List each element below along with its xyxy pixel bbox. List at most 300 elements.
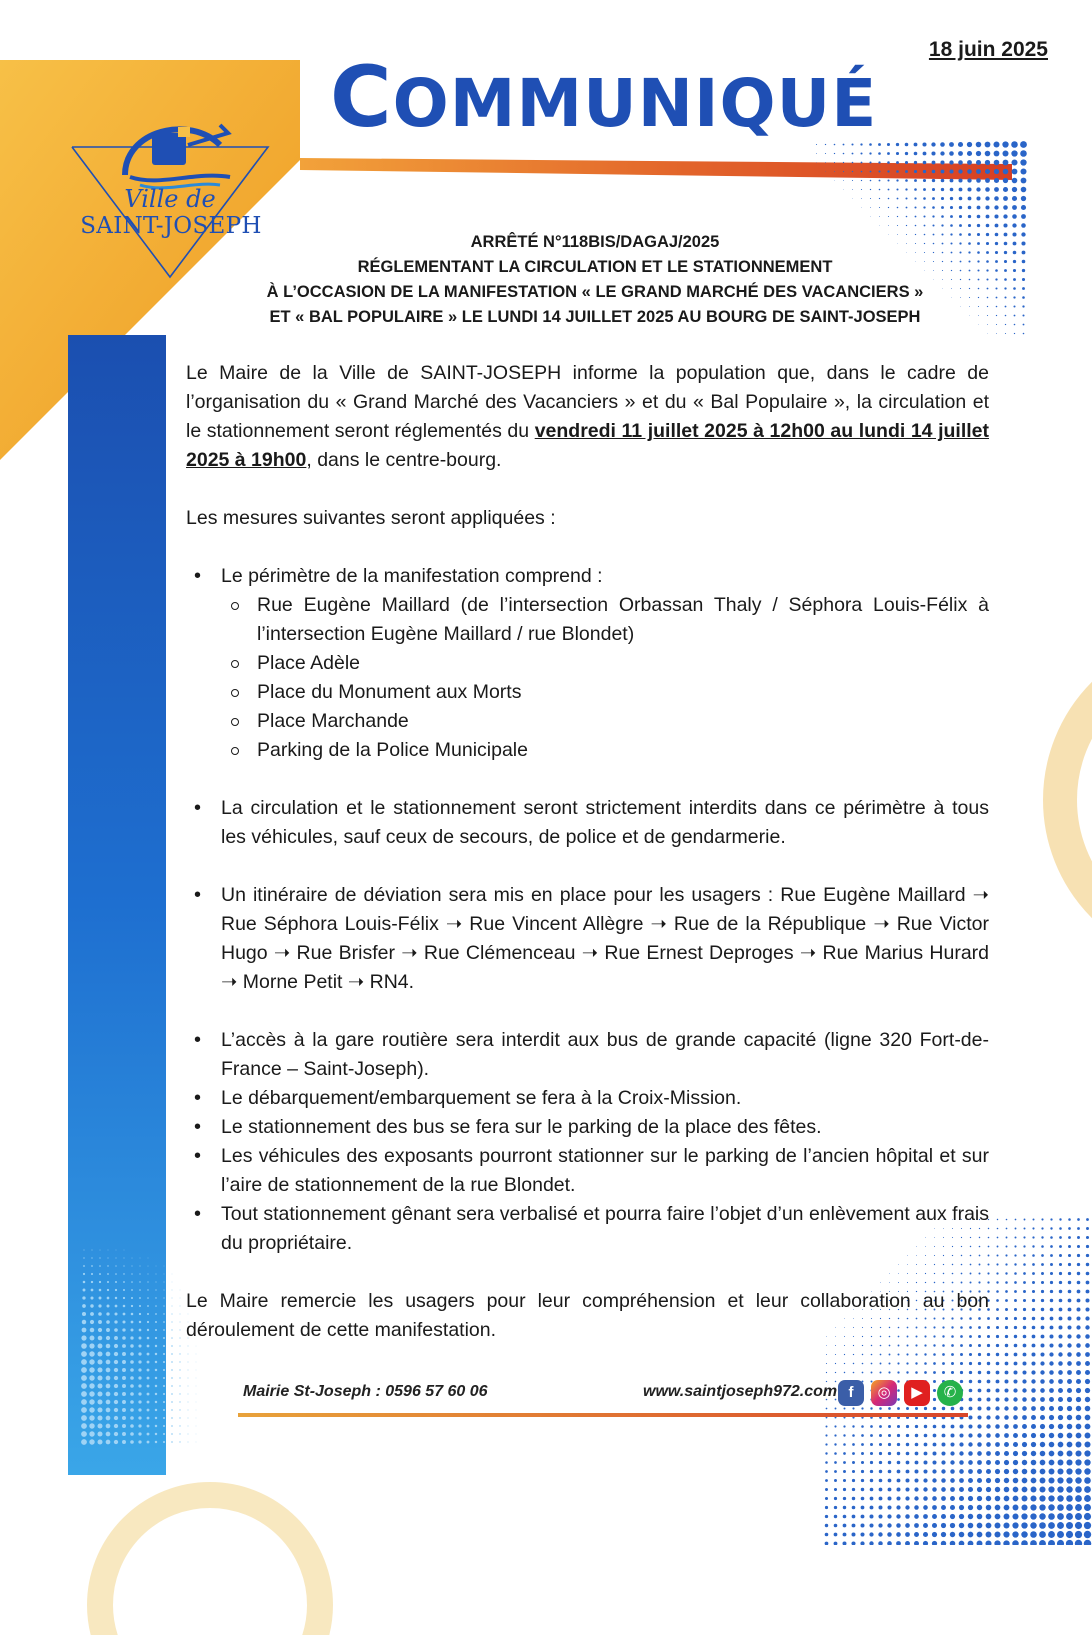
decor-dot bbox=[139, 1337, 142, 1340]
decor-dot bbox=[968, 1424, 972, 1428]
decor-dot bbox=[81, 1415, 87, 1421]
footer-divider bbox=[238, 1413, 968, 1417]
decor-dot bbox=[115, 1257, 116, 1258]
decor-dot bbox=[1084, 1441, 1090, 1447]
decor-dot bbox=[138, 1392, 141, 1395]
decor-dot bbox=[1012, 223, 1016, 227]
decor-dot bbox=[906, 225, 907, 226]
decor-dot bbox=[1040, 1442, 1045, 1447]
decor-dot bbox=[1021, 214, 1026, 219]
decor-dot bbox=[1013, 1406, 1018, 1411]
decor-dot bbox=[969, 1407, 973, 1411]
decor-dot bbox=[122, 1424, 126, 1428]
decor-dot bbox=[139, 1297, 141, 1299]
decor-dot bbox=[1021, 241, 1025, 245]
decor-dot bbox=[861, 1425, 864, 1428]
decor-dot bbox=[116, 1250, 117, 1251]
decor-dot bbox=[1023, 1254, 1025, 1256]
facebook-icon[interactable]: f bbox=[838, 1380, 864, 1406]
decor-dot bbox=[1049, 1406, 1054, 1411]
measures-list bbox=[186, 881, 989, 997]
decor-dot bbox=[825, 1506, 828, 1509]
decor-dot bbox=[138, 1408, 141, 1411]
decor-dot bbox=[996, 1389, 1000, 1393]
decor-dot bbox=[870, 1452, 873, 1455]
decor-dot bbox=[171, 1321, 172, 1322]
decor-dot bbox=[1077, 1245, 1080, 1248]
decor-dot bbox=[959, 1451, 963, 1455]
decor-dot bbox=[923, 206, 925, 208]
decor-dot bbox=[906, 216, 908, 218]
decor-dot bbox=[942, 1353, 945, 1356]
decor-dot bbox=[888, 1425, 891, 1428]
decor-dot bbox=[106, 1312, 109, 1315]
decor-dot bbox=[1085, 1379, 1090, 1384]
decor-dot bbox=[97, 1415, 102, 1420]
decor-dot bbox=[986, 1478, 991, 1483]
decor-dot bbox=[1059, 1299, 1063, 1303]
decor-dot bbox=[949, 142, 954, 147]
decor-dot bbox=[1013, 1451, 1018, 1456]
decor-dot bbox=[89, 1407, 94, 1412]
decor-dot bbox=[897, 1353, 899, 1355]
publication-date: 18 juin 2025 bbox=[928, 38, 1048, 61]
decor-dot bbox=[1012, 169, 1018, 175]
decor-dot bbox=[1049, 1388, 1054, 1393]
decor-dot bbox=[986, 1523, 992, 1529]
decor-dot bbox=[969, 1389, 973, 1393]
decor-dot bbox=[986, 215, 990, 219]
decor-dot bbox=[1005, 1371, 1009, 1375]
decor-dot bbox=[862, 1345, 863, 1346]
decor-dot bbox=[825, 1488, 828, 1491]
decor-dot bbox=[924, 1461, 928, 1465]
decor-dot bbox=[826, 1372, 827, 1373]
decor-dot bbox=[996, 1299, 999, 1302]
decor-dot bbox=[914, 1532, 919, 1537]
decor-dot bbox=[1031, 1361, 1035, 1365]
decor-dot bbox=[1023, 1299, 1026, 1302]
decor-dot bbox=[843, 1461, 846, 1464]
decor-dot bbox=[147, 1321, 149, 1323]
decor-dot bbox=[985, 1540, 991, 1545]
decor-dot bbox=[1013, 1505, 1019, 1511]
decor-dot bbox=[1084, 1468, 1090, 1474]
decor-dot bbox=[906, 1443, 909, 1446]
decor-dot bbox=[861, 1407, 863, 1409]
decor-dot bbox=[97, 1359, 102, 1364]
decor-dot bbox=[179, 1425, 180, 1426]
decor-dot bbox=[1058, 1451, 1064, 1457]
list-item: • Les véhicules des exposants pourront stationner sur le parking de l’ancien hôpital et sur l’aire de stationnement de la rue Blondet. bbox=[221, 1142, 989, 1200]
decor-dot bbox=[82, 1312, 86, 1316]
decor-dot bbox=[138, 1400, 141, 1403]
decor-dot bbox=[870, 1461, 873, 1464]
decor-dot bbox=[1068, 1317, 1072, 1321]
decor-dot bbox=[163, 1321, 165, 1323]
decor-dot bbox=[878, 143, 881, 146]
decor-dot bbox=[967, 187, 971, 191]
decor-dot bbox=[968, 1523, 974, 1529]
decor-dot bbox=[1015, 1219, 1017, 1221]
decor-dot bbox=[923, 188, 926, 191]
decor-dot bbox=[896, 179, 898, 181]
decor-dot bbox=[1022, 1442, 1027, 1447]
decor-dot bbox=[923, 1505, 928, 1510]
decor-dot bbox=[179, 1321, 180, 1322]
decor-dot bbox=[1049, 1415, 1054, 1420]
decor-dot bbox=[1058, 1379, 1063, 1384]
decor-dot bbox=[1076, 1370, 1081, 1375]
decor-dot bbox=[1022, 314, 1024, 316]
decor-dot bbox=[82, 1328, 87, 1333]
decor-dot bbox=[843, 1506, 846, 1509]
decor-dot bbox=[995, 1397, 999, 1401]
decor-dot bbox=[985, 169, 990, 174]
decor-dot bbox=[861, 189, 862, 190]
decor-dot bbox=[1022, 260, 1026, 264]
decor-dot bbox=[870, 198, 871, 199]
decor-dot bbox=[1058, 1352, 1062, 1356]
decor-dot bbox=[1040, 1361, 1044, 1365]
decor-dot bbox=[115, 1289, 117, 1291]
decor-dot bbox=[940, 160, 944, 164]
decor-dot bbox=[1014, 1263, 1016, 1265]
decor-dot bbox=[1030, 1531, 1037, 1538]
decor-dot bbox=[941, 1505, 946, 1510]
decor-dot bbox=[941, 1487, 946, 1492]
decor-dot bbox=[90, 1320, 94, 1324]
decor-dot bbox=[1041, 1245, 1044, 1248]
decor-dot bbox=[1012, 1513, 1018, 1519]
ring-decoration bbox=[1010, 640, 1092, 960]
decor-dot bbox=[1022, 1496, 1028, 1502]
decor-dot bbox=[951, 1362, 954, 1365]
decor-dot bbox=[1068, 1245, 1071, 1248]
decor-dot bbox=[1022, 1469, 1028, 1475]
decor-dot bbox=[123, 1297, 125, 1299]
decor-dot bbox=[1085, 1424, 1091, 1430]
decor-dot bbox=[1048, 1531, 1055, 1538]
decor-dot bbox=[932, 224, 934, 226]
decor-dot bbox=[888, 1497, 892, 1501]
decor-dot bbox=[1066, 1522, 1073, 1529]
decor-dot bbox=[825, 1533, 829, 1537]
decor-dot bbox=[897, 216, 898, 217]
decor-dot bbox=[100, 1250, 101, 1251]
youtube-icon[interactable]: ▶ bbox=[904, 1380, 930, 1406]
decor-dot bbox=[932, 206, 935, 209]
decor-dot bbox=[1003, 1531, 1009, 1537]
decor-dot bbox=[994, 178, 999, 183]
decor-dot bbox=[1022, 1397, 1027, 1402]
decor-dot bbox=[1086, 1218, 1089, 1221]
decor-dot bbox=[861, 1506, 865, 1510]
decor-dot bbox=[130, 1384, 134, 1388]
decor-dot bbox=[888, 1434, 891, 1437]
decor-dot bbox=[1076, 1415, 1082, 1421]
decor-dot bbox=[1077, 1227, 1080, 1230]
decor-dot bbox=[82, 1296, 85, 1299]
decor-dot bbox=[1030, 1495, 1036, 1501]
decor-dot bbox=[905, 152, 908, 155]
decor-dot bbox=[1048, 1522, 1055, 1529]
decor-dot bbox=[1041, 1317, 1045, 1321]
instagram-icon[interactable]: ◎ bbox=[871, 1380, 897, 1406]
decor-dot bbox=[977, 1487, 982, 1492]
decor-dot bbox=[897, 1461, 901, 1465]
decor-dot bbox=[122, 1336, 126, 1340]
decor-dot bbox=[914, 1505, 919, 1510]
decor-dot bbox=[1031, 1451, 1036, 1456]
decor-dot bbox=[976, 169, 981, 174]
decor-dot bbox=[155, 1377, 157, 1379]
decor-dot bbox=[1075, 1513, 1082, 1520]
decor-dot bbox=[106, 1320, 110, 1324]
decor-dot bbox=[950, 1460, 954, 1464]
decor-dot bbox=[1068, 1254, 1071, 1257]
decor-dot bbox=[879, 1488, 883, 1492]
decor-dot bbox=[994, 1540, 1000, 1545]
decor-dot bbox=[1049, 1451, 1055, 1457]
decor-dot bbox=[986, 1433, 991, 1438]
decor-dot bbox=[106, 1336, 110, 1340]
decor-dot bbox=[977, 1496, 982, 1501]
footer-website-link[interactable]: www.saintjoseph972.com bbox=[643, 1383, 838, 1400]
decor-dot bbox=[995, 1406, 999, 1410]
decor-dot bbox=[1059, 1227, 1062, 1230]
decor-dot bbox=[878, 152, 881, 155]
decor-dot bbox=[1084, 1531, 1091, 1538]
decor-dot bbox=[996, 333, 997, 334]
decor-dot bbox=[83, 1289, 86, 1292]
decor-dot bbox=[906, 1353, 908, 1355]
decor-dot bbox=[914, 143, 918, 147]
decor-dot bbox=[878, 1523, 882, 1527]
decor-dot bbox=[977, 206, 981, 210]
decor-dot bbox=[968, 215, 971, 218]
decor-dot bbox=[106, 1392, 111, 1397]
decor-dot bbox=[879, 1461, 882, 1464]
title-rest: OMMUNIQUÉ bbox=[392, 65, 878, 142]
decor-dot bbox=[89, 1375, 94, 1380]
decor-dot bbox=[995, 1433, 1000, 1438]
decor-dot bbox=[915, 225, 917, 227]
decor-dot bbox=[1023, 1308, 1026, 1311]
decor-dot bbox=[923, 215, 925, 217]
decor-dot bbox=[1041, 1290, 1044, 1293]
decor-dot bbox=[843, 1515, 847, 1519]
decor-dot bbox=[1059, 1236, 1062, 1239]
decor-dot bbox=[155, 1281, 156, 1282]
decor-dot bbox=[114, 1368, 118, 1372]
decor-dot bbox=[941, 1460, 945, 1464]
decor-dot bbox=[879, 180, 881, 182]
decor-dot bbox=[932, 1496, 937, 1501]
decor-dot bbox=[960, 1380, 963, 1383]
arrete-line: RÉGLEMENTANT LA CIRCULATION ET LE STATIONNEMENT bbox=[357, 258, 833, 276]
decor-dot bbox=[1058, 1424, 1063, 1429]
decor-dot bbox=[81, 1343, 87, 1349]
decor-dot bbox=[97, 1367, 102, 1372]
decor-dot bbox=[114, 1416, 118, 1420]
decor-dot bbox=[1023, 1290, 1026, 1293]
decor-dot bbox=[968, 1460, 973, 1465]
decor-dot bbox=[959, 1460, 964, 1465]
decor-dot bbox=[1021, 1504, 1027, 1510]
decor-dot bbox=[978, 1371, 981, 1374]
decor-dot bbox=[843, 1443, 846, 1446]
decor-dot bbox=[1032, 1308, 1035, 1311]
decor-dot bbox=[878, 1514, 882, 1518]
decor-dot bbox=[997, 1246, 999, 1248]
decor-dot bbox=[1012, 1531, 1018, 1537]
decor-dot bbox=[163, 1417, 165, 1419]
decor-dot bbox=[906, 207, 908, 209]
decor-dot bbox=[1077, 1290, 1081, 1294]
decor-dot bbox=[896, 143, 899, 146]
decor-dot bbox=[861, 1461, 864, 1464]
decor-dot bbox=[187, 1377, 188, 1378]
decor-dot bbox=[914, 188, 917, 191]
decor-dot bbox=[1022, 269, 1025, 272]
decor-dot bbox=[1048, 1504, 1054, 1510]
decor-dot bbox=[81, 1383, 87, 1389]
decor-dot bbox=[138, 1376, 141, 1379]
decor-dot bbox=[1059, 1317, 1063, 1321]
decor-dot bbox=[171, 1313, 172, 1314]
decor-dot bbox=[1050, 1272, 1053, 1275]
decor-dot bbox=[98, 1328, 102, 1332]
decor-dot bbox=[1003, 223, 1007, 227]
decor-dot bbox=[905, 161, 908, 164]
decor-dot bbox=[1004, 1433, 1009, 1438]
decor-dot bbox=[969, 1380, 972, 1383]
decor-dot bbox=[163, 1409, 165, 1411]
decor-dot bbox=[1014, 1344, 1018, 1348]
decor-dot bbox=[1041, 1263, 1044, 1266]
decor-dot bbox=[180, 1314, 181, 1315]
decor-dot bbox=[826, 1363, 827, 1364]
decor-dot bbox=[968, 1505, 973, 1510]
decor-dot bbox=[106, 1360, 111, 1365]
decor-dot bbox=[870, 1407, 872, 1409]
decor-dot bbox=[1057, 1468, 1063, 1474]
decor-dot bbox=[1085, 1433, 1091, 1439]
decor-dot bbox=[905, 188, 907, 190]
decor-dot bbox=[906, 1425, 909, 1428]
decor-dot bbox=[852, 1497, 855, 1500]
decor-dot bbox=[89, 1415, 94, 1420]
decor-dot bbox=[1004, 1406, 1008, 1410]
decor-dot bbox=[942, 1443, 946, 1447]
decor-dot bbox=[994, 205, 998, 209]
decor-dot bbox=[1004, 1415, 1009, 1420]
decor-dot bbox=[1030, 1513, 1036, 1519]
decor-dot bbox=[968, 1433, 972, 1437]
decor-dot bbox=[977, 1451, 982, 1456]
logo-text-saint-joseph: SAINT-JOSEPH bbox=[80, 213, 262, 239]
decor-dot bbox=[139, 1273, 140, 1274]
decor-dot bbox=[941, 215, 944, 218]
decor-dot bbox=[996, 1281, 998, 1283]
decor-dot bbox=[180, 1306, 181, 1307]
decor-dot bbox=[138, 1416, 141, 1419]
decor-dot bbox=[996, 1272, 998, 1274]
decor-dot bbox=[1085, 1343, 1090, 1348]
decor-dot bbox=[932, 1532, 937, 1537]
whatsapp-icon[interactable]: ✆ bbox=[937, 1380, 963, 1406]
decor-dot bbox=[140, 1258, 141, 1259]
decor-dot bbox=[1068, 1236, 1071, 1239]
decor-dot bbox=[852, 180, 853, 181]
decor-dot bbox=[994, 1531, 1000, 1537]
decor-dot bbox=[1013, 1388, 1017, 1392]
decor-dot bbox=[852, 1407, 854, 1409]
decor-dot bbox=[835, 1345, 836, 1346]
decor-dot bbox=[897, 1434, 900, 1437]
decor-dot bbox=[122, 1400, 126, 1404]
decor-dot bbox=[870, 1425, 873, 1428]
decor-dot bbox=[997, 1219, 998, 1220]
decor-dot bbox=[1085, 1325, 1089, 1329]
decor-dot bbox=[1058, 1334, 1062, 1338]
decor-dot bbox=[986, 1460, 991, 1465]
decor-dot bbox=[879, 225, 880, 226]
decor-dot bbox=[843, 171, 844, 172]
decor-dot bbox=[1039, 1540, 1046, 1545]
decor-dot bbox=[1012, 1522, 1018, 1528]
decor-dot bbox=[97, 1399, 102, 1404]
decor-dot bbox=[1014, 1362, 1018, 1366]
decor-dot bbox=[933, 1380, 936, 1383]
decor-dot bbox=[131, 1273, 132, 1274]
decor-dot bbox=[1068, 1263, 1071, 1266]
decor-dot bbox=[932, 1514, 937, 1519]
decor-dot bbox=[138, 1360, 141, 1363]
decor-dot bbox=[941, 1532, 946, 1537]
decor-dot bbox=[1077, 1281, 1081, 1285]
decor-dot bbox=[163, 1401, 165, 1403]
decor-dot bbox=[932, 161, 936, 165]
decor-dot bbox=[1050, 1326, 1054, 1330]
decor-dot bbox=[1030, 1540, 1037, 1545]
decor-dot bbox=[1013, 1379, 1017, 1383]
decor-dot bbox=[1023, 1272, 1026, 1275]
decor-dot bbox=[906, 1434, 909, 1437]
decor-dot bbox=[905, 197, 907, 199]
decor-dot bbox=[906, 1362, 908, 1364]
decor-dot bbox=[1041, 1218, 1043, 1220]
decor-dot bbox=[888, 1461, 891, 1464]
decor-dot bbox=[1021, 205, 1026, 210]
decor-dot bbox=[196, 1418, 197, 1419]
decor-dot bbox=[98, 1312, 102, 1316]
decor-dot bbox=[115, 1281, 117, 1283]
decor-dot bbox=[995, 1496, 1001, 1502]
decor-dot bbox=[114, 1352, 118, 1356]
decor-dot bbox=[959, 206, 962, 209]
decor-dot bbox=[130, 1424, 134, 1428]
decor-dot bbox=[1077, 1254, 1080, 1257]
decor-dot bbox=[1058, 1361, 1063, 1366]
decor-dot bbox=[869, 1523, 873, 1527]
decor-dot bbox=[1077, 1299, 1081, 1303]
decor-dot bbox=[843, 162, 844, 163]
decor-dot bbox=[99, 1273, 101, 1275]
decor-dot bbox=[976, 142, 982, 148]
decor-dot bbox=[171, 1393, 173, 1395]
